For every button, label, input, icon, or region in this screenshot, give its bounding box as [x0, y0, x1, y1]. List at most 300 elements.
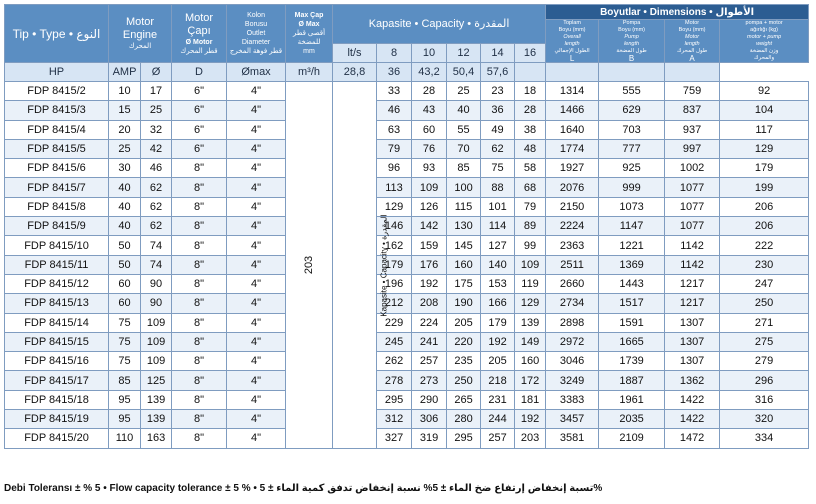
hp-cell: 75	[109, 332, 141, 351]
outlet-diameter-cell: 4"	[227, 352, 286, 371]
dim-pump-spacer	[546, 63, 599, 82]
overall-length-cell: 2734	[546, 294, 599, 313]
dim-total-spacer	[515, 63, 546, 82]
capacity-cell: 38	[515, 120, 546, 139]
capacity-cell: 75	[481, 159, 515, 178]
pump-length-cell: 925	[599, 159, 665, 178]
capacity-cell: 145	[447, 236, 481, 255]
table-row	[5, 101, 809, 120]
overall-length-cell: 2898	[546, 313, 599, 332]
capacity-cell: 28	[412, 82, 447, 101]
outlet-diameter-cell: 4"	[227, 217, 286, 236]
capacity-cell: 146	[377, 217, 412, 236]
hp-cell: 40	[109, 217, 141, 236]
motor-diameter-cell: 6"	[172, 120, 227, 139]
capacity-cell: 115	[447, 197, 481, 216]
table-row	[5, 274, 809, 293]
motor-length-cell: 1422	[665, 390, 720, 409]
amp-cell: 109	[141, 332, 172, 351]
outlet-diameter-cell: 4"	[227, 429, 286, 448]
tip-cell: FDP 8415/11	[5, 255, 109, 274]
max-diameter-header: Max Çap Ø Max أقصى قطر للمضخة mm	[286, 5, 333, 63]
motor-diameter-cell: 6"	[172, 101, 227, 120]
pump-length-cell: 1369	[599, 255, 665, 274]
hp-cell: 50	[109, 236, 141, 255]
amp-cell: 32	[141, 120, 172, 139]
motor-length-cell: 1002	[665, 159, 720, 178]
capacity-cell: 192	[481, 332, 515, 351]
table-row	[5, 236, 809, 255]
dim-total-header: Toplam Boyu (mm) Overall length الطول الإجمالي L	[546, 20, 599, 63]
dim-weight-header: pompa + motor ağırlığı (kg) motor + pump weight وزن المضخة والمحرك	[720, 20, 809, 63]
spec-table-body	[5, 82, 809, 449]
capacity-cell: 295	[377, 390, 412, 409]
capacity-cell: 192	[412, 274, 447, 293]
motor-diameter-cell: 8"	[172, 236, 227, 255]
tip-cell: FDP 8415/20	[5, 429, 109, 448]
motor-diameter-header: Motor Çapı Ø Motor قطر المحرك	[172, 5, 227, 63]
overall-length-cell: 2363	[546, 236, 599, 255]
overall-length-cell: 3581	[546, 429, 599, 448]
weight-cell: 271	[720, 313, 809, 332]
pump-length-cell: 1443	[599, 274, 665, 293]
motor-diameter-cell: 8"	[172, 371, 227, 390]
hp-cell: 95	[109, 390, 141, 409]
capacity-cell: 175	[447, 274, 481, 293]
motor-diameter-cell: 8"	[172, 178, 227, 197]
capacity-cell: 127	[481, 236, 515, 255]
capacity-cell: 265	[447, 390, 481, 409]
capacity-cell: 203	[515, 429, 546, 448]
weight-cell: 179	[720, 159, 809, 178]
table-row	[5, 217, 809, 236]
capacity-cell: 58	[515, 159, 546, 178]
tip-cell: FDP 8415/14	[5, 313, 109, 332]
amp-cell: 17	[141, 82, 172, 101]
hp-cell: 50	[109, 255, 141, 274]
capacity-cell: 46	[377, 101, 412, 120]
outlet-diameter-cell: 4"	[227, 139, 286, 158]
weight-cell: 296	[720, 371, 809, 390]
capacity-cell: 205	[481, 352, 515, 371]
hp-cell: 85	[109, 371, 141, 390]
outlet-diameter-cell: 4"	[227, 294, 286, 313]
motor-diameter-cell: 8"	[172, 352, 227, 371]
capacity-cell: 89	[515, 217, 546, 236]
capacity-cell: 160	[447, 255, 481, 274]
pump-length-cell: 1147	[599, 217, 665, 236]
motor-engine-header: Motor Engine المحرك	[109, 5, 172, 63]
outlet-diameter-cell: 4"	[227, 120, 286, 139]
capacity-cell: 312	[377, 410, 412, 429]
motor-length-cell: 1077	[665, 178, 720, 197]
amp-cell: 163	[141, 429, 172, 448]
amp-cell: 74	[141, 255, 172, 274]
amp-cell: 25	[141, 101, 172, 120]
capacity-cell: 160	[515, 352, 546, 371]
capacity-cell: 327	[377, 429, 412, 448]
dim-weight-spacer	[665, 63, 720, 82]
capacity-cell: 85	[447, 159, 481, 178]
motor-length-cell: 1307	[665, 313, 720, 332]
table-row	[5, 371, 809, 390]
capacity-cell: 43	[412, 101, 447, 120]
motor-length-cell: 759	[665, 82, 720, 101]
tip-header: Tip • Type • النوع	[5, 5, 109, 63]
motor-diameter-cell: 8"	[172, 313, 227, 332]
flow-ls-14: 14	[481, 44, 515, 63]
tip-cell: FDP 8415/6	[5, 159, 109, 178]
weight-cell: 206	[720, 217, 809, 236]
capacity-cell: 245	[377, 332, 412, 351]
capacity-cell: 100	[447, 178, 481, 197]
capacity-cell: 319	[412, 429, 447, 448]
weight-cell: 104	[720, 101, 809, 120]
overall-length-cell: 1774	[546, 139, 599, 158]
capacity-cell: 220	[447, 332, 481, 351]
table-row	[5, 410, 809, 429]
overall-length-cell: 1314	[546, 82, 599, 101]
capacity-cell: 99	[515, 236, 546, 255]
motor-length-cell: 1422	[665, 410, 720, 429]
flow-m3h-3: 43,2	[412, 63, 447, 82]
hp-cell: 10	[109, 82, 141, 101]
motor-diameter-cell: 8"	[172, 197, 227, 216]
pump-length-cell: 2109	[599, 429, 665, 448]
tip-cell: FDP 8415/16	[5, 352, 109, 371]
table-row	[5, 197, 809, 216]
capacity-cell: 68	[515, 178, 546, 197]
weight-cell: 275	[720, 332, 809, 351]
capacity-cell: 79	[377, 139, 412, 158]
overall-length-cell: 1466	[546, 101, 599, 120]
capacity-cell: 48	[515, 139, 546, 158]
tip-cell: FDP 8415/17	[5, 371, 109, 390]
capacity-cell: 149	[515, 332, 546, 351]
amp-cell: 139	[141, 390, 172, 409]
motor-diameter-cell: 8"	[172, 294, 227, 313]
capacity-cell: 179	[481, 313, 515, 332]
hp-cell: 60	[109, 294, 141, 313]
amp-cell: 42	[141, 139, 172, 158]
overall-length-cell: 3046	[546, 352, 599, 371]
capacity-cell: 101	[481, 197, 515, 216]
tip-cell: FDP 8415/7	[5, 178, 109, 197]
tolerance-footnote: Debi Toleransı ± % 5 • Flow capacity tolerance ± 5 % • تسبة إنخفاض إرتفاع ضخ الماء ± 5% نسبة إنخفاض تدفق كمية الماء ± 5%	[4, 483, 603, 494]
weight-cell: 222	[720, 236, 809, 255]
motor-diameter-cell: 8"	[172, 217, 227, 236]
hp-cell: 30	[109, 159, 141, 178]
table-row	[5, 139, 809, 158]
pump-length-cell: 1665	[599, 332, 665, 351]
capacity-side-text: Kapasite • Capacity • المقدرة	[379, 214, 389, 317]
amp-cell: 109	[141, 313, 172, 332]
weight-cell: 334	[720, 429, 809, 448]
capacity-cell: 257	[481, 429, 515, 448]
pump-length-cell: 1887	[599, 371, 665, 390]
hp-cell: 60	[109, 274, 141, 293]
capacity-cell: 208	[412, 294, 447, 313]
motor-length-cell: 1472	[665, 429, 720, 448]
capacity-cell: 181	[515, 390, 546, 409]
capacity-cell: 109	[515, 255, 546, 274]
flow-ls-8: 8	[377, 44, 412, 63]
pump-length-cell: 1961	[599, 390, 665, 409]
weight-cell: 129	[720, 139, 809, 158]
max-diameter-value	[286, 82, 333, 449]
amp-cell: 90	[141, 294, 172, 313]
weight-cell: 247	[720, 274, 809, 293]
capacity-cell: 93	[412, 159, 447, 178]
capacity-cell: 23	[481, 82, 515, 101]
outlet-diameter-cell: 4"	[227, 390, 286, 409]
overall-length-cell: 3383	[546, 390, 599, 409]
hp-cell: 40	[109, 197, 141, 216]
capacity-cell: 257	[412, 352, 447, 371]
tip-cell: FDP 8415/10	[5, 236, 109, 255]
hp-cell: 40	[109, 178, 141, 197]
capacity-cell: 205	[447, 313, 481, 332]
hp-cell: 25	[109, 139, 141, 158]
motor-diameter-cell: 8"	[172, 255, 227, 274]
capacity-cell: 235	[447, 352, 481, 371]
motor-length-cell: 1362	[665, 371, 720, 390]
outlet-diameter-header: Kolon Borusu Outlet Diameter قطر فوهة المخرج	[227, 5, 286, 63]
outlet-diameter-cell: 4"	[227, 101, 286, 120]
weight-cell: 199	[720, 178, 809, 197]
motor-length-cell: 1217	[665, 294, 720, 313]
table-row	[5, 178, 809, 197]
outlet-diameter-cell: 4"	[227, 159, 286, 178]
tip-cell: FDP 8415/18	[5, 390, 109, 409]
capacity-cell: 76	[412, 139, 447, 158]
flow-m3h-2: 36	[377, 63, 412, 82]
capacity-cell: 49	[481, 120, 515, 139]
amp-cell: 74	[141, 236, 172, 255]
capacity-cell: 25	[447, 82, 481, 101]
motor-diameter-cell: 8"	[172, 410, 227, 429]
motor-length-cell: 1217	[665, 274, 720, 293]
max-diameter-text: 203	[303, 255, 316, 274]
capacity-cell: 250	[447, 371, 481, 390]
amp-cell: 125	[141, 371, 172, 390]
overall-length-cell: 2660	[546, 274, 599, 293]
capacity-cell: 218	[481, 371, 515, 390]
motor-length-cell: 1307	[665, 352, 720, 371]
amp-cell: 90	[141, 274, 172, 293]
capacity-cell: 231	[481, 390, 515, 409]
capacity-cell: 109	[412, 178, 447, 197]
weight-cell: 316	[720, 390, 809, 409]
amp-cell: 62	[141, 217, 172, 236]
pump-length-cell: 703	[599, 120, 665, 139]
outlet-diameter-cell: 4"	[227, 313, 286, 332]
tip-cell: FDP 8415/3	[5, 101, 109, 120]
flow-ls-16: 16	[515, 44, 546, 63]
pump-length-cell: 629	[599, 101, 665, 120]
capacity-cell: 70	[447, 139, 481, 158]
motor-diameter-cell: 8"	[172, 390, 227, 409]
outlet-diameter-cell: 4"	[227, 274, 286, 293]
capacity-cell: 129	[515, 294, 546, 313]
pump-length-cell: 1221	[599, 236, 665, 255]
overall-length-cell: 2972	[546, 332, 599, 351]
capacity-cell: 166	[481, 294, 515, 313]
weight-cell: 230	[720, 255, 809, 274]
pump-spec-table	[4, 4, 809, 449]
capacity-side-label	[333, 82, 389, 449]
motor-length-cell: 1142	[665, 236, 720, 255]
capacity-cell: 79	[515, 197, 546, 216]
capacity-cell: 113	[377, 178, 412, 197]
overall-length-cell: 2076	[546, 178, 599, 197]
amp-cell: 139	[141, 410, 172, 429]
capacity-cell: 18	[515, 82, 546, 101]
amp-cell: 46	[141, 159, 172, 178]
dim-motor-header: Motor Boyu (mm) Motor length طول المحرك A	[665, 20, 720, 63]
motor-diameter-cell: 8"	[172, 274, 227, 293]
pump-length-cell: 1073	[599, 197, 665, 216]
weight-cell: 92	[720, 82, 809, 101]
table-row	[5, 120, 809, 139]
weight-cell: 320	[720, 410, 809, 429]
motor-diameter-cell: 8"	[172, 332, 227, 351]
pump-length-cell: 1739	[599, 352, 665, 371]
capacity-cell: 295	[447, 429, 481, 448]
pump-length-cell: 999	[599, 178, 665, 197]
capacity-cell: 140	[481, 255, 515, 274]
motor-length-cell: 1077	[665, 217, 720, 236]
pump-length-cell: 555	[599, 82, 665, 101]
outlet-diameter-cell: 4"	[227, 332, 286, 351]
flow-ls-12: 12	[447, 44, 481, 63]
motor-length-cell: 997	[665, 139, 720, 158]
outlet-diameter-cell: 4"	[227, 236, 286, 255]
flow-m3h-1: 28,8	[333, 63, 377, 82]
overall-length-cell: 2150	[546, 197, 599, 216]
capacity-cell: 176	[412, 255, 447, 274]
capacity-cell: 192	[515, 410, 546, 429]
table-row	[5, 313, 809, 332]
weight-cell: 279	[720, 352, 809, 371]
capacity-cell: 241	[412, 332, 447, 351]
capacity-cell: 196	[377, 274, 412, 293]
capacity-cell: 63	[377, 120, 412, 139]
capacity-cell: 280	[447, 410, 481, 429]
capacity-cell: 273	[412, 371, 447, 390]
overall-length-cell: 1640	[546, 120, 599, 139]
motor-dia-symbol: Ø	[141, 63, 172, 82]
motor-length-cell: 937	[665, 120, 720, 139]
amp-header: AMP	[109, 63, 141, 82]
table-row	[5, 429, 809, 448]
overall-length-cell: 1927	[546, 159, 599, 178]
overall-length-cell: 3457	[546, 410, 599, 429]
tip-cell: FDP 8415/13	[5, 294, 109, 313]
capacity-cell: 126	[412, 197, 447, 216]
capacity-cell: 33	[377, 82, 412, 101]
capacity-cell: 229	[377, 313, 412, 332]
motor-length-cell: 1077	[665, 197, 720, 216]
table-row	[5, 352, 809, 371]
capacity-cell: 55	[447, 120, 481, 139]
hp-cell: 15	[109, 101, 141, 120]
outlet-diameter-cell: 4"	[227, 197, 286, 216]
flow-m3h-4: 50,4	[447, 63, 481, 82]
table-row	[5, 255, 809, 274]
capacity-cell: 162	[377, 236, 412, 255]
capacity-cell: 179	[377, 255, 412, 274]
capacity-header: Kapasite • Capacity • المقدرة	[333, 5, 546, 44]
motor-diameter-cell: 6"	[172, 82, 227, 101]
tip-cell: FDP 8415/8	[5, 197, 109, 216]
capacity-cell: 28	[515, 101, 546, 120]
unit-m3h: m³/h	[286, 63, 333, 82]
capacity-cell: 244	[481, 410, 515, 429]
motor-length-cell: 837	[665, 101, 720, 120]
capacity-cell: 36	[481, 101, 515, 120]
capacity-cell: 130	[447, 217, 481, 236]
max-dia-symbol: Ømax	[227, 63, 286, 82]
capacity-cell: 129	[377, 197, 412, 216]
dim-motor-spacer	[599, 63, 665, 82]
flow-m3h-5: 57,6	[481, 63, 515, 82]
dim-pump-header: Pompa Boyu (mm) Pump length طول المضخة B	[599, 20, 665, 63]
table-row	[5, 294, 809, 313]
motor-diameter-cell: 8"	[172, 159, 227, 178]
hp-cell: 20	[109, 120, 141, 139]
outlet-dia-symbol: D	[172, 63, 227, 82]
weight-cell: 117	[720, 120, 809, 139]
tip-cell: FDP 8415/12	[5, 274, 109, 293]
tip-cell: FDP 8415/9	[5, 217, 109, 236]
capacity-cell: 114	[481, 217, 515, 236]
hp-cell: 75	[109, 313, 141, 332]
capacity-cell: 139	[515, 313, 546, 332]
table-row	[5, 82, 809, 101]
pump-length-cell: 777	[599, 139, 665, 158]
outlet-diameter-cell: 4"	[227, 255, 286, 274]
capacity-cell: 153	[481, 274, 515, 293]
flow-ls-10: 10	[412, 44, 447, 63]
amp-cell: 62	[141, 178, 172, 197]
capacity-cell: 262	[377, 352, 412, 371]
capacity-cell: 96	[377, 159, 412, 178]
hp-header: HP	[5, 63, 109, 82]
outlet-diameter-cell: 4"	[227, 371, 286, 390]
overall-length-cell: 2224	[546, 217, 599, 236]
hp-cell: 75	[109, 352, 141, 371]
capacity-cell: 190	[447, 294, 481, 313]
dimensions-header: Boyutlar • Dimensions • الأطوال	[546, 5, 809, 20]
tip-cell: FDP 8415/2	[5, 82, 109, 101]
capacity-cell: 40	[447, 101, 481, 120]
capacity-cell: 142	[412, 217, 447, 236]
capacity-cell: 290	[412, 390, 447, 409]
motor-length-cell: 1307	[665, 332, 720, 351]
pump-length-cell: 1517	[599, 294, 665, 313]
capacity-cell: 306	[412, 410, 447, 429]
overall-length-cell: 2511	[546, 255, 599, 274]
capacity-cell: 159	[412, 236, 447, 255]
outlet-diameter-cell: 4"	[227, 410, 286, 429]
table-row	[5, 390, 809, 409]
tip-cell: FDP 8415/4	[5, 120, 109, 139]
outlet-diameter-cell: 4"	[227, 178, 286, 197]
overall-length-cell: 3249	[546, 371, 599, 390]
capacity-cell: 224	[412, 313, 447, 332]
motor-diameter-cell: 8"	[172, 429, 227, 448]
